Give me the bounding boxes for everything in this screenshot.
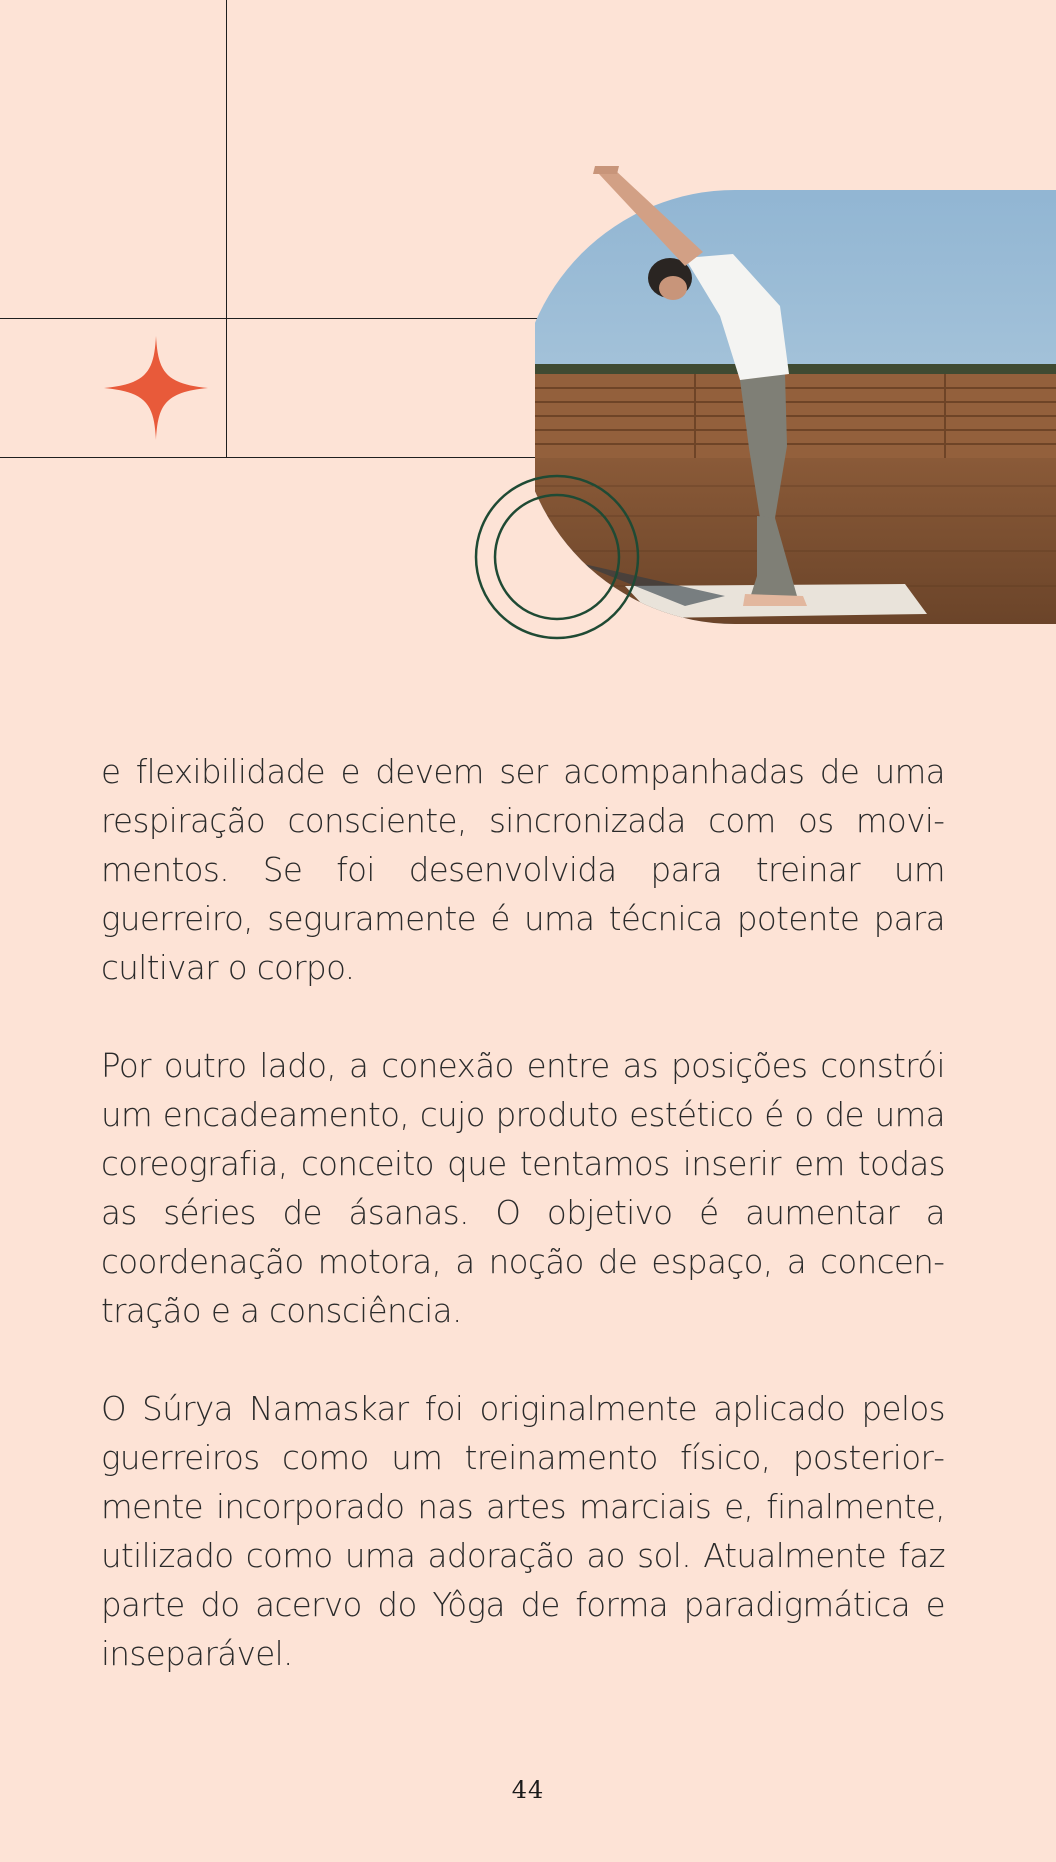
divider-vertical	[226, 0, 227, 458]
divider-horizontal-top	[0, 318, 552, 319]
divider-horizontal-bottom	[0, 457, 552, 458]
paragraph-1: e flexibilidade e devem ser acompanhadas de uma respiração consciente, sincronizada com os movimentos. Se foi desenvolvida para treinar um guerreiro, seguramente é uma técnica potente para cultivar o corpo.	[101, 753, 945, 987]
page-number: 44	[511, 1776, 545, 1804]
paragraph-3: O Súrya Namaskar foi originalmente aplicado pelos guerreiros como um treinamento físico, posteriormente incorporado nas artes marciais e, finalmente, utilizado como uma adoração ao sol. Atualmente faz parte do acervo do Yôga de forma paradigmática e inseparável.	[101, 1390, 945, 1673]
four-point-star-icon	[104, 336, 208, 440]
paragraph-2: Por outro lado, a conexão entre as posições constrói um encadeamento, cujo produto estético é o de uma coreografia, conceito que tentamos inserir em todas as séries de ásanas. O objetivo é aumentar a coordenação motora, a noção de espaço, a concentração e a consciência.	[101, 1047, 945, 1330]
body-text	[101, 748, 945, 1679]
concentric-rings-ornament	[470, 472, 640, 642]
